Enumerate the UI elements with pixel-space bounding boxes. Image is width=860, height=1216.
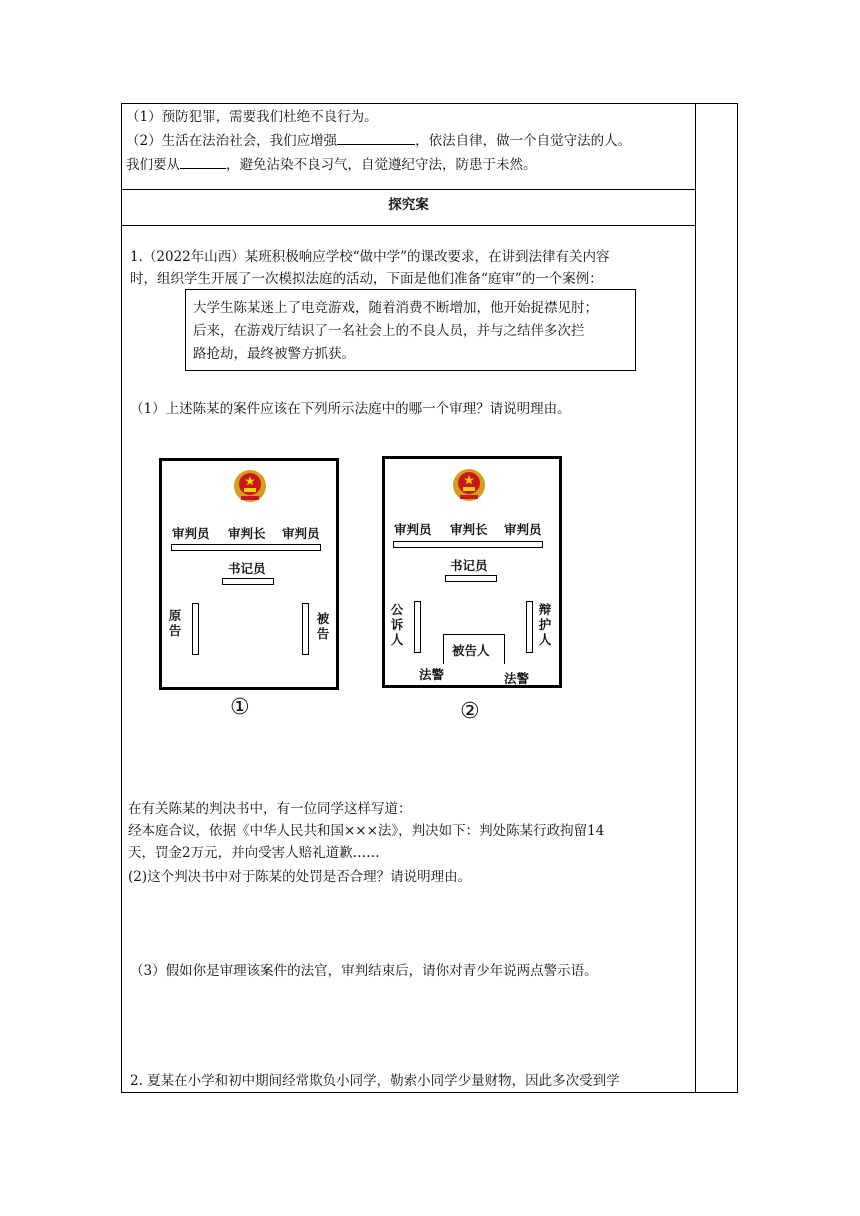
- national-emblem-icon: [233, 469, 267, 503]
- review-line-1: （1）预防犯罪，需要我们杜绝不良行为。: [126, 109, 378, 125]
- court1-plaintiff: 原告: [168, 608, 182, 638]
- q1-intro-line-2: 时，组织学生开展了一次模拟法庭的活动，下面是他们准备“庭审”的一个案例：: [130, 271, 603, 287]
- table-border-right: [737, 103, 738, 1093]
- q1-sub-2: (2)这个判决书中对于陈某的处罚是否合理？请说明理由。: [128, 869, 472, 885]
- court2-clerk-desk: [445, 575, 497, 582]
- court1-judge-left: 审判员: [172, 526, 210, 541]
- court2-judges-bench: [393, 541, 543, 548]
- review-line-3-start: 我们要从: [126, 157, 180, 173]
- review-line-2-start: （2）生活在法治社会，我们应增强: [126, 133, 338, 149]
- court1-defendant-desk: [302, 603, 309, 655]
- q2-line-1: 2. 夏某在小学和初中期间经常欺负小同学，勒索小同学少量财物，因此多次受到学: [130, 1073, 620, 1089]
- review-line-3-end: ，避免沾染不良习气，自觉遵纪守法，防患于未然。: [226, 157, 537, 173]
- table-border-left: [121, 103, 122, 1093]
- courtroom-diagram-2: [382, 456, 562, 688]
- court2-judge-left: 审判员: [394, 522, 432, 537]
- case-line-1: 大学生陈某迷上了电竞游戏，随着消费不断增加，他开始捉襟见肘；: [193, 300, 598, 316]
- judgment-line-3: 天，罚金2万元，并向受害人赔礼道歉……: [128, 845, 380, 861]
- row-divider-1: [121, 189, 696, 190]
- court1-clerk: 书记员: [228, 561, 266, 576]
- answer-blank-1[interactable]: [337, 130, 415, 145]
- court2-prosecutor: 公诉人: [390, 602, 404, 647]
- q1-intro-line-1: 1.（2022年山西）某班积极响应学校“做中学”的课改要求，在讲到法律有关内容: [130, 249, 610, 265]
- court2-number: ②: [460, 699, 480, 724]
- table-border-top: [121, 103, 738, 104]
- court2-clerk: 书记员: [450, 558, 488, 573]
- court2-prosecutor-desk: [414, 601, 421, 653]
- court2-police-right: 法警: [504, 671, 530, 686]
- court1-clerk-desk: [222, 578, 274, 585]
- court1-judge-chief: 审判长: [228, 526, 266, 541]
- court2-police-left: 法警: [419, 667, 445, 682]
- case-line-2: 后来，在游戏厅结识了一名社会上的不良人员，并与之结伴多次拦: [193, 323, 585, 339]
- court1-number: ①: [230, 695, 250, 720]
- court2-defender: 辩护人: [538, 602, 552, 647]
- answer-blank-2[interactable]: [180, 154, 226, 169]
- judgment-line-2: 经本庭合议，依据《中华人民共和国×××法》，判决如下：判处陈某行政拘留14: [128, 823, 605, 839]
- q1-sub-1: （1）上述陈某的案件应该在下列所示法庭中的哪一个审理？请说明理由。: [130, 401, 571, 417]
- q1-sub-3: （3）假如你是审理该案件的法官，审判结束后，请你对青少年说两点警示语。: [130, 963, 598, 979]
- table-border-divider: [695, 103, 696, 1093]
- table-border-bottom: [121, 1092, 738, 1093]
- courtroom-diagram-1: [159, 458, 339, 690]
- row-divider-2: [121, 225, 696, 226]
- court2-accused: 被告人: [452, 643, 490, 658]
- review-line-2-end: ，依法自律，做一个自觉守法的人。: [415, 133, 632, 149]
- court1-judge-right: 审判员: [282, 526, 320, 541]
- judgment-line-1: 在有关陈某的判决书中，有一位同学这样写道：: [128, 801, 412, 817]
- case-line-3: 路抢劫，最终被警方抓获。: [193, 346, 355, 362]
- court2-judge-chief: 审判长: [450, 522, 488, 537]
- review-line-2: [126, 130, 631, 152]
- review-line-3: [126, 154, 537, 176]
- court2-defender-desk: [526, 601, 533, 653]
- national-emblem-icon: [452, 468, 486, 502]
- court1-judges-bench: [171, 544, 321, 551]
- court1-plaintiff-desk: [192, 603, 199, 655]
- court2-judge-right: 审判员: [504, 522, 542, 537]
- court1-defendant: 被告: [316, 611, 330, 641]
- section-title: 探究案: [388, 197, 429, 213]
